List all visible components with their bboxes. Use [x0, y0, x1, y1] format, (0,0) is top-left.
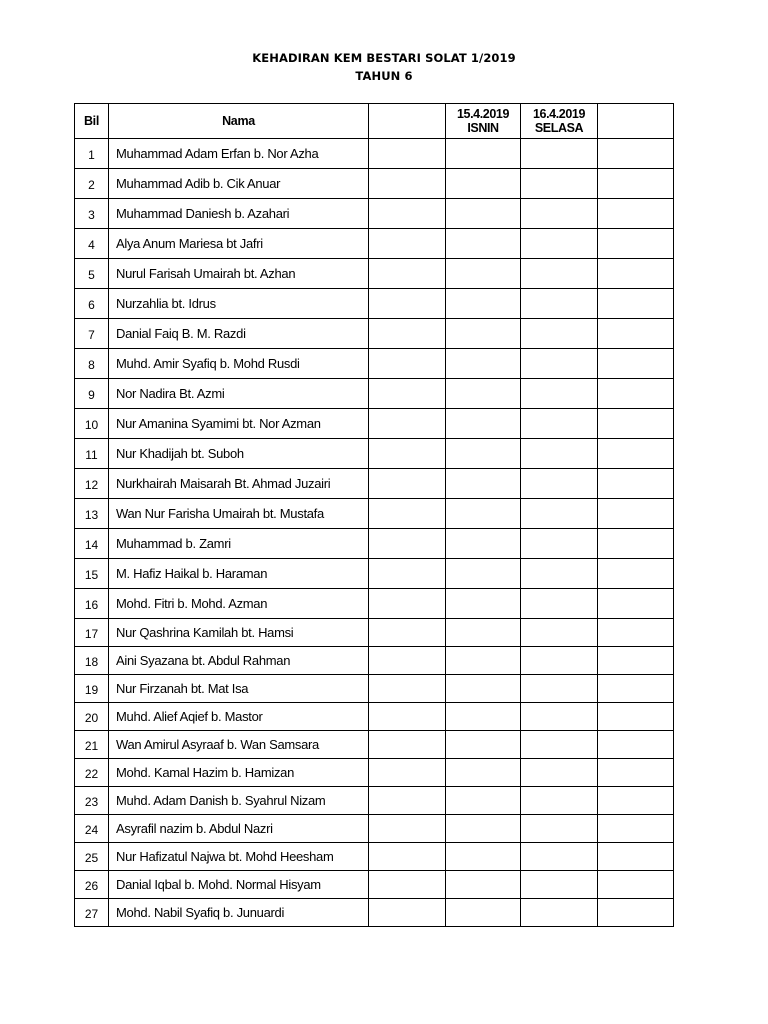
table-row [75, 259, 674, 289]
row-name: Muhd. Adam Danish b. Syahrul Nizam [109, 787, 369, 815]
row-blank-1 [369, 199, 446, 229]
row-blank-2 [598, 675, 674, 703]
row-date-1-cell [446, 675, 521, 703]
row-blank-2 [598, 469, 674, 499]
row-blank-2 [598, 409, 674, 439]
table-row [75, 439, 674, 469]
table-row [75, 229, 674, 259]
row-date-1-cell [446, 647, 521, 675]
row-blank-2 [598, 319, 674, 349]
table-row [75, 787, 674, 815]
row-blank-1 [369, 379, 446, 409]
row-blank-1 [369, 499, 446, 529]
row-blank-2 [598, 647, 674, 675]
table-row [75, 559, 674, 589]
row-date-2-cell [521, 229, 598, 259]
row-blank-1 [369, 439, 446, 469]
row-name: Mohd. Fitri b. Mohd. Azman [109, 589, 369, 619]
row-number: 27 [75, 899, 109, 927]
row-number: 13 [75, 499, 109, 529]
row-blank-2 [598, 815, 674, 843]
row-name: Muhammad b. Zamri [109, 529, 369, 559]
row-blank-1 [369, 259, 446, 289]
row-blank-1 [369, 787, 446, 815]
row-blank-2 [598, 139, 674, 169]
row-number: 20 [75, 703, 109, 731]
row-name: Nur Hafizatul Najwa bt. Mohd Heesham [109, 843, 369, 871]
row-blank-2 [598, 529, 674, 559]
table-row [75, 871, 674, 899]
row-blank-1 [369, 469, 446, 499]
header-date-2-date: 16.4.2019 [532, 107, 585, 121]
table-row [75, 731, 674, 759]
row-blank-1 [369, 169, 446, 199]
row-blank-2 [598, 589, 674, 619]
row-blank-1 [369, 731, 446, 759]
row-date-2-cell [521, 469, 598, 499]
row-blank-1 [369, 843, 446, 871]
header-date-2 [521, 104, 598, 139]
table-row [75, 289, 674, 319]
row-blank-2 [598, 199, 674, 229]
row-blank-2 [598, 759, 674, 787]
row-number: 5 [75, 259, 109, 289]
header-blank-1 [369, 104, 446, 139]
row-name: Wan Nur Farisha Umairah bt. Mustafa [109, 499, 369, 529]
row-date-2-cell [521, 843, 598, 871]
table-row [75, 499, 674, 529]
row-blank-2 [598, 259, 674, 289]
row-number: 24 [75, 815, 109, 843]
row-name: Mohd. Kamal Hazim b. Hamizan [109, 759, 369, 787]
row-date-1-cell [446, 319, 521, 349]
row-date-2-cell [521, 199, 598, 229]
row-date-2-cell [521, 529, 598, 559]
row-name: Nur Amanina Syamimi bt. Nor Azman [109, 409, 369, 439]
row-blank-2 [598, 289, 674, 319]
row-blank-2 [598, 731, 674, 759]
row-blank-1 [369, 559, 446, 589]
row-name: Nurul Farisah Umairah bt. Azhan [109, 259, 369, 289]
row-date-2-cell [521, 589, 598, 619]
row-name: Muhd. Amir Syafiq b. Mohd Rusdi [109, 349, 369, 379]
row-number: 21 [75, 731, 109, 759]
row-blank-2 [598, 899, 674, 927]
row-date-1-cell [446, 899, 521, 927]
row-name: Nurzahlia bt. Idrus [109, 289, 369, 319]
header-nama: Nama [109, 104, 369, 139]
header-bil: Bil [75, 104, 109, 139]
row-number: 11 [75, 439, 109, 469]
row-blank-2 [598, 499, 674, 529]
header-date-1-day: ISNIN [467, 121, 499, 135]
row-name: Muhd. Alief Aqief b. Mastor [109, 703, 369, 731]
row-blank-1 [369, 619, 446, 647]
table-row [75, 899, 674, 927]
table-header-row [75, 104, 674, 139]
row-blank-1 [369, 319, 446, 349]
row-date-1-cell [446, 559, 521, 589]
row-name: Nurkhairah Maisarah Bt. Ahmad Juzairi [109, 469, 369, 499]
row-number: 17 [75, 619, 109, 647]
row-date-1-cell [446, 871, 521, 899]
row-date-2-cell [521, 379, 598, 409]
table-row [75, 469, 674, 499]
row-date-2-cell [521, 815, 598, 843]
row-date-1-cell [446, 379, 521, 409]
table-row [75, 759, 674, 787]
table-row [75, 349, 674, 379]
row-number: 22 [75, 759, 109, 787]
row-date-2-cell [521, 759, 598, 787]
row-date-2-cell [521, 647, 598, 675]
row-blank-1 [369, 529, 446, 559]
table-row [75, 843, 674, 871]
table-row [75, 199, 674, 229]
row-name: Wan Amirul Asyraaf b. Wan Samsara [109, 731, 369, 759]
row-number: 9 [75, 379, 109, 409]
row-date-2-cell [521, 349, 598, 379]
table-row [75, 319, 674, 349]
row-blank-2 [598, 559, 674, 589]
row-blank-1 [369, 871, 446, 899]
row-name: Muhammad Adam Erfan b. Nor Azha [109, 139, 369, 169]
row-date-1-cell [446, 409, 521, 439]
row-name: Nur Qashrina Kamilah bt. Hamsi [109, 619, 369, 647]
row-number: 10 [75, 409, 109, 439]
row-date-1-cell [446, 787, 521, 815]
row-number: 14 [75, 529, 109, 559]
row-number: 8 [75, 349, 109, 379]
table-row [75, 409, 674, 439]
table-row [75, 703, 674, 731]
row-number: 12 [75, 469, 109, 499]
row-blank-2 [598, 843, 674, 871]
row-name: Muhammad Adib b. Cik Anuar [109, 169, 369, 199]
document-subtitle: TAHUN 6 [355, 69, 413, 83]
header-date-1 [446, 104, 521, 139]
row-number: 2 [75, 169, 109, 199]
row-name: M. Hafiz Haikal b. Haraman [109, 559, 369, 589]
row-blank-1 [369, 139, 446, 169]
row-blank-1 [369, 289, 446, 319]
row-number: 1 [75, 139, 109, 169]
row-number: 26 [75, 871, 109, 899]
header-date-2-day: SELASA [534, 121, 584, 135]
row-name: Aini Syazana bt. Abdul Rahman [109, 647, 369, 675]
row-name: Nor Nadira Bt. Azmi [109, 379, 369, 409]
row-number: 6 [75, 289, 109, 319]
row-blank-2 [598, 703, 674, 731]
row-date-1-cell [446, 349, 521, 379]
row-blank-2 [598, 619, 674, 647]
row-date-1-cell [446, 169, 521, 199]
row-date-1-cell [446, 469, 521, 499]
row-number: 4 [75, 229, 109, 259]
row-number: 19 [75, 675, 109, 703]
row-blank-1 [369, 899, 446, 927]
table-row [75, 529, 674, 559]
header-blank-2 [598, 104, 674, 139]
row-date-2-cell [521, 619, 598, 647]
row-number: 15 [75, 559, 109, 589]
row-date-1-cell [446, 759, 521, 787]
row-date-1-cell [446, 589, 521, 619]
row-number: 7 [75, 319, 109, 349]
table-row [75, 139, 674, 169]
row-name: Nur Firzanah bt. Mat Isa [109, 675, 369, 703]
table-row [75, 675, 674, 703]
document-title: KEHADIRAN KEM BESTARI SOLAT 1/2019 [252, 51, 516, 65]
row-blank-1 [369, 229, 446, 259]
row-blank-1 [369, 647, 446, 675]
row-date-2-cell [521, 259, 598, 289]
row-date-2-cell [521, 787, 598, 815]
row-blank-2 [598, 787, 674, 815]
row-date-2-cell [521, 899, 598, 927]
row-date-2-cell [521, 289, 598, 319]
row-date-2-cell [521, 169, 598, 199]
row-date-1-cell [446, 815, 521, 843]
row-blank-1 [369, 759, 446, 787]
row-date-2-cell [521, 559, 598, 589]
header-date-1-date: 15.4.2019 [456, 107, 509, 121]
row-blank-1 [369, 675, 446, 703]
row-date-1-cell [446, 139, 521, 169]
row-date-1-cell [446, 703, 521, 731]
row-date-1-cell [446, 259, 521, 289]
table-row [75, 379, 674, 409]
row-blank-2 [598, 349, 674, 379]
row-blank-2 [598, 229, 674, 259]
row-date-2-cell [521, 499, 598, 529]
table-row [75, 589, 674, 619]
row-date-2-cell [521, 319, 598, 349]
row-date-2-cell [521, 871, 598, 899]
row-blank-2 [598, 871, 674, 899]
row-number: 3 [75, 199, 109, 229]
row-date-1-cell [446, 529, 521, 559]
row-number: 18 [75, 647, 109, 675]
row-date-1-cell [446, 229, 521, 259]
row-date-1-cell [446, 199, 521, 229]
row-blank-2 [598, 169, 674, 199]
table-row [75, 647, 674, 675]
row-date-1-cell [446, 843, 521, 871]
table-row [75, 619, 674, 647]
row-date-1-cell [446, 731, 521, 759]
row-name: Asyrafil nazim b. Abdul Nazri [109, 815, 369, 843]
row-blank-1 [369, 703, 446, 731]
attendance-table [74, 103, 674, 927]
row-blank-1 [369, 349, 446, 379]
row-date-2-cell [521, 139, 598, 169]
row-name: Danial Faiq B. M. Razdi [109, 319, 369, 349]
row-date-1-cell [446, 289, 521, 319]
row-blank-1 [369, 815, 446, 843]
row-blank-2 [598, 439, 674, 469]
row-date-2-cell [521, 703, 598, 731]
row-date-2-cell [521, 409, 598, 439]
row-blank-1 [369, 409, 446, 439]
row-number: 25 [75, 843, 109, 871]
table-row [75, 815, 674, 843]
row-date-2-cell [521, 731, 598, 759]
row-number: 23 [75, 787, 109, 815]
row-blank-1 [369, 589, 446, 619]
row-name: Nur Khadijah bt. Suboh [109, 439, 369, 469]
row-name: Muhammad Daniesh b. Azahari [109, 199, 369, 229]
row-date-2-cell [521, 675, 598, 703]
row-date-1-cell [446, 619, 521, 647]
table-row [75, 169, 674, 199]
row-number: 16 [75, 589, 109, 619]
row-blank-2 [598, 379, 674, 409]
row-name: Danial Iqbal b. Mohd. Normal Hisyam [109, 871, 369, 899]
row-date-1-cell [446, 499, 521, 529]
row-date-2-cell [521, 439, 598, 469]
row-name: Mohd. Nabil Syafiq b. Junuardi [109, 899, 369, 927]
row-date-1-cell [446, 439, 521, 469]
row-name: Alya Anum Mariesa bt Jafri [109, 229, 369, 259]
